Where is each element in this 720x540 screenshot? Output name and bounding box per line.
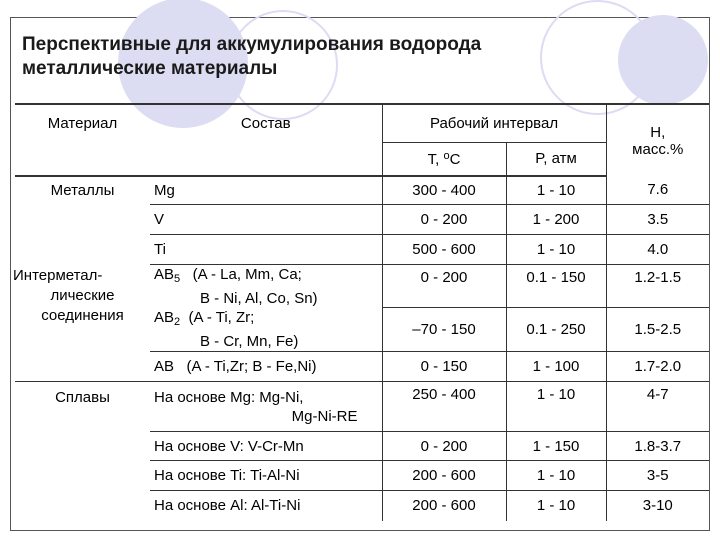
composition-cell	[150, 264, 382, 308]
pressure-cell: 1 - 10	[506, 461, 606, 491]
table-row	[15, 176, 709, 204]
composition-cell: На основе Ti: Ti-Al-Ni	[150, 461, 382, 491]
pressure-cell: 1 - 10	[506, 176, 606, 204]
composition-cell: Ti	[150, 234, 382, 264]
header-row-2	[15, 142, 709, 176]
group-intermetallics-line-1: Интерметал-	[13, 267, 103, 284]
composition-subscript: 5	[174, 272, 181, 285]
group-metals: Металлы	[50, 182, 115, 199]
temperature-cell: 0 - 150	[382, 352, 506, 382]
pressure-cell: 1 - 100	[506, 352, 606, 382]
hydrogen-cell: 3-10	[606, 491, 709, 521]
group-intermetallics	[15, 264, 150, 382]
table-row	[15, 382, 709, 432]
header-material: Материал	[15, 104, 150, 142]
decor-circle	[618, 15, 708, 105]
temperature-cell: 0 - 200	[382, 264, 506, 308]
header-temperature	[382, 142, 506, 176]
pressure-cell: 0.1 - 250	[506, 308, 606, 352]
composition-cell: На основе V: V-Cr-Mn	[150, 432, 382, 461]
temperature-prefix: T,	[427, 150, 444, 168]
temperature-cell: 300 - 400	[382, 176, 506, 204]
pressure-cell: 1 - 10	[506, 382, 606, 432]
hydrogen-cell: 3.5	[606, 204, 709, 234]
temperature-cell: –70 - 150	[382, 308, 506, 352]
temperature-cell: 200 - 600	[382, 491, 506, 521]
header-pressure: P, атм	[506, 142, 606, 176]
pressure-cell: 1 - 200	[506, 204, 606, 234]
hydrogen-cell: 4-7	[606, 382, 709, 432]
pressure-cell: 1 - 150	[506, 432, 606, 461]
temperature-cell: 500 - 600	[382, 234, 506, 264]
composition-line-2: B - Ni, Al, Co, Sn)	[200, 289, 318, 307]
header-working-range: Рабочий интервал	[382, 104, 606, 142]
pressure-cell: 1 - 10	[506, 491, 606, 521]
header-hydrogen	[606, 104, 709, 176]
header-hydrogen-line-2: масс.%	[632, 140, 684, 158]
header-spacer	[150, 142, 382, 176]
temperature-cell: 0 - 200	[382, 204, 506, 234]
temperature-cell: 0 - 200	[382, 432, 506, 461]
group-alloys: Сплавы	[15, 382, 150, 521]
composition-line-2: Mg-Ni-RE	[291, 407, 358, 425]
temperature-cell: 250 - 400	[382, 382, 506, 432]
header-row	[15, 104, 709, 142]
composition-formula: AB	[154, 308, 175, 326]
composition-line-1: На основе Mg: Mg-Ni,	[154, 388, 304, 406]
title-line-1: Перспективные для аккумулирования водорода	[22, 34, 482, 55]
composition-line-1: (A - Ti, Zr;	[188, 308, 255, 326]
hydrogen-cell: 1.2-1.5	[606, 264, 709, 308]
hydrogen-cell: 1.8-3.7	[606, 432, 709, 461]
composition-cell	[150, 382, 382, 432]
hydrogen-cell: 3-5	[606, 461, 709, 491]
slide-title	[22, 33, 622, 81]
table-row	[15, 264, 709, 308]
pressure-cell: 0.1 - 150	[506, 264, 606, 308]
composition-cell: На основе Al: Al-Ti-Ni	[150, 491, 382, 521]
group-intermetallics-line-2: лические	[50, 287, 115, 304]
header-composition: Состав	[150, 104, 382, 142]
hydrogen-cell: 1.5-2.5	[606, 308, 709, 352]
temperature-cell: 200 - 600	[382, 461, 506, 491]
composition-line-2: B - Cr, Mn, Fe)	[200, 332, 299, 350]
composition-cell: V	[150, 204, 382, 234]
composition-cell: Mg	[154, 181, 175, 199]
hydrogen-cell: 4.0	[606, 234, 709, 264]
composition-subscript: 2	[174, 315, 181, 328]
composition-cell	[150, 308, 382, 352]
composition-cell: AB (A - Ti,Zr; B - Fe,Ni)	[150, 352, 382, 382]
pressure-cell: 1 - 10	[506, 234, 606, 264]
header-spacer	[15, 142, 150, 176]
temperature-degree: o	[443, 149, 450, 162]
composition-line-1: (A - La, Mm, Ca;	[192, 265, 302, 283]
materials-table	[15, 103, 709, 521]
hydrogen-cell: 7.6	[606, 176, 709, 204]
title-line-2: металлические материалы	[22, 58, 278, 79]
header-hydrogen-line-1: H,	[650, 123, 666, 141]
hydrogen-cell: 1.7-2.0	[606, 352, 709, 382]
group-intermetallics-line-3: соединения	[41, 307, 124, 324]
temperature-unit: C	[449, 150, 461, 168]
composition-formula: AB	[154, 265, 175, 283]
